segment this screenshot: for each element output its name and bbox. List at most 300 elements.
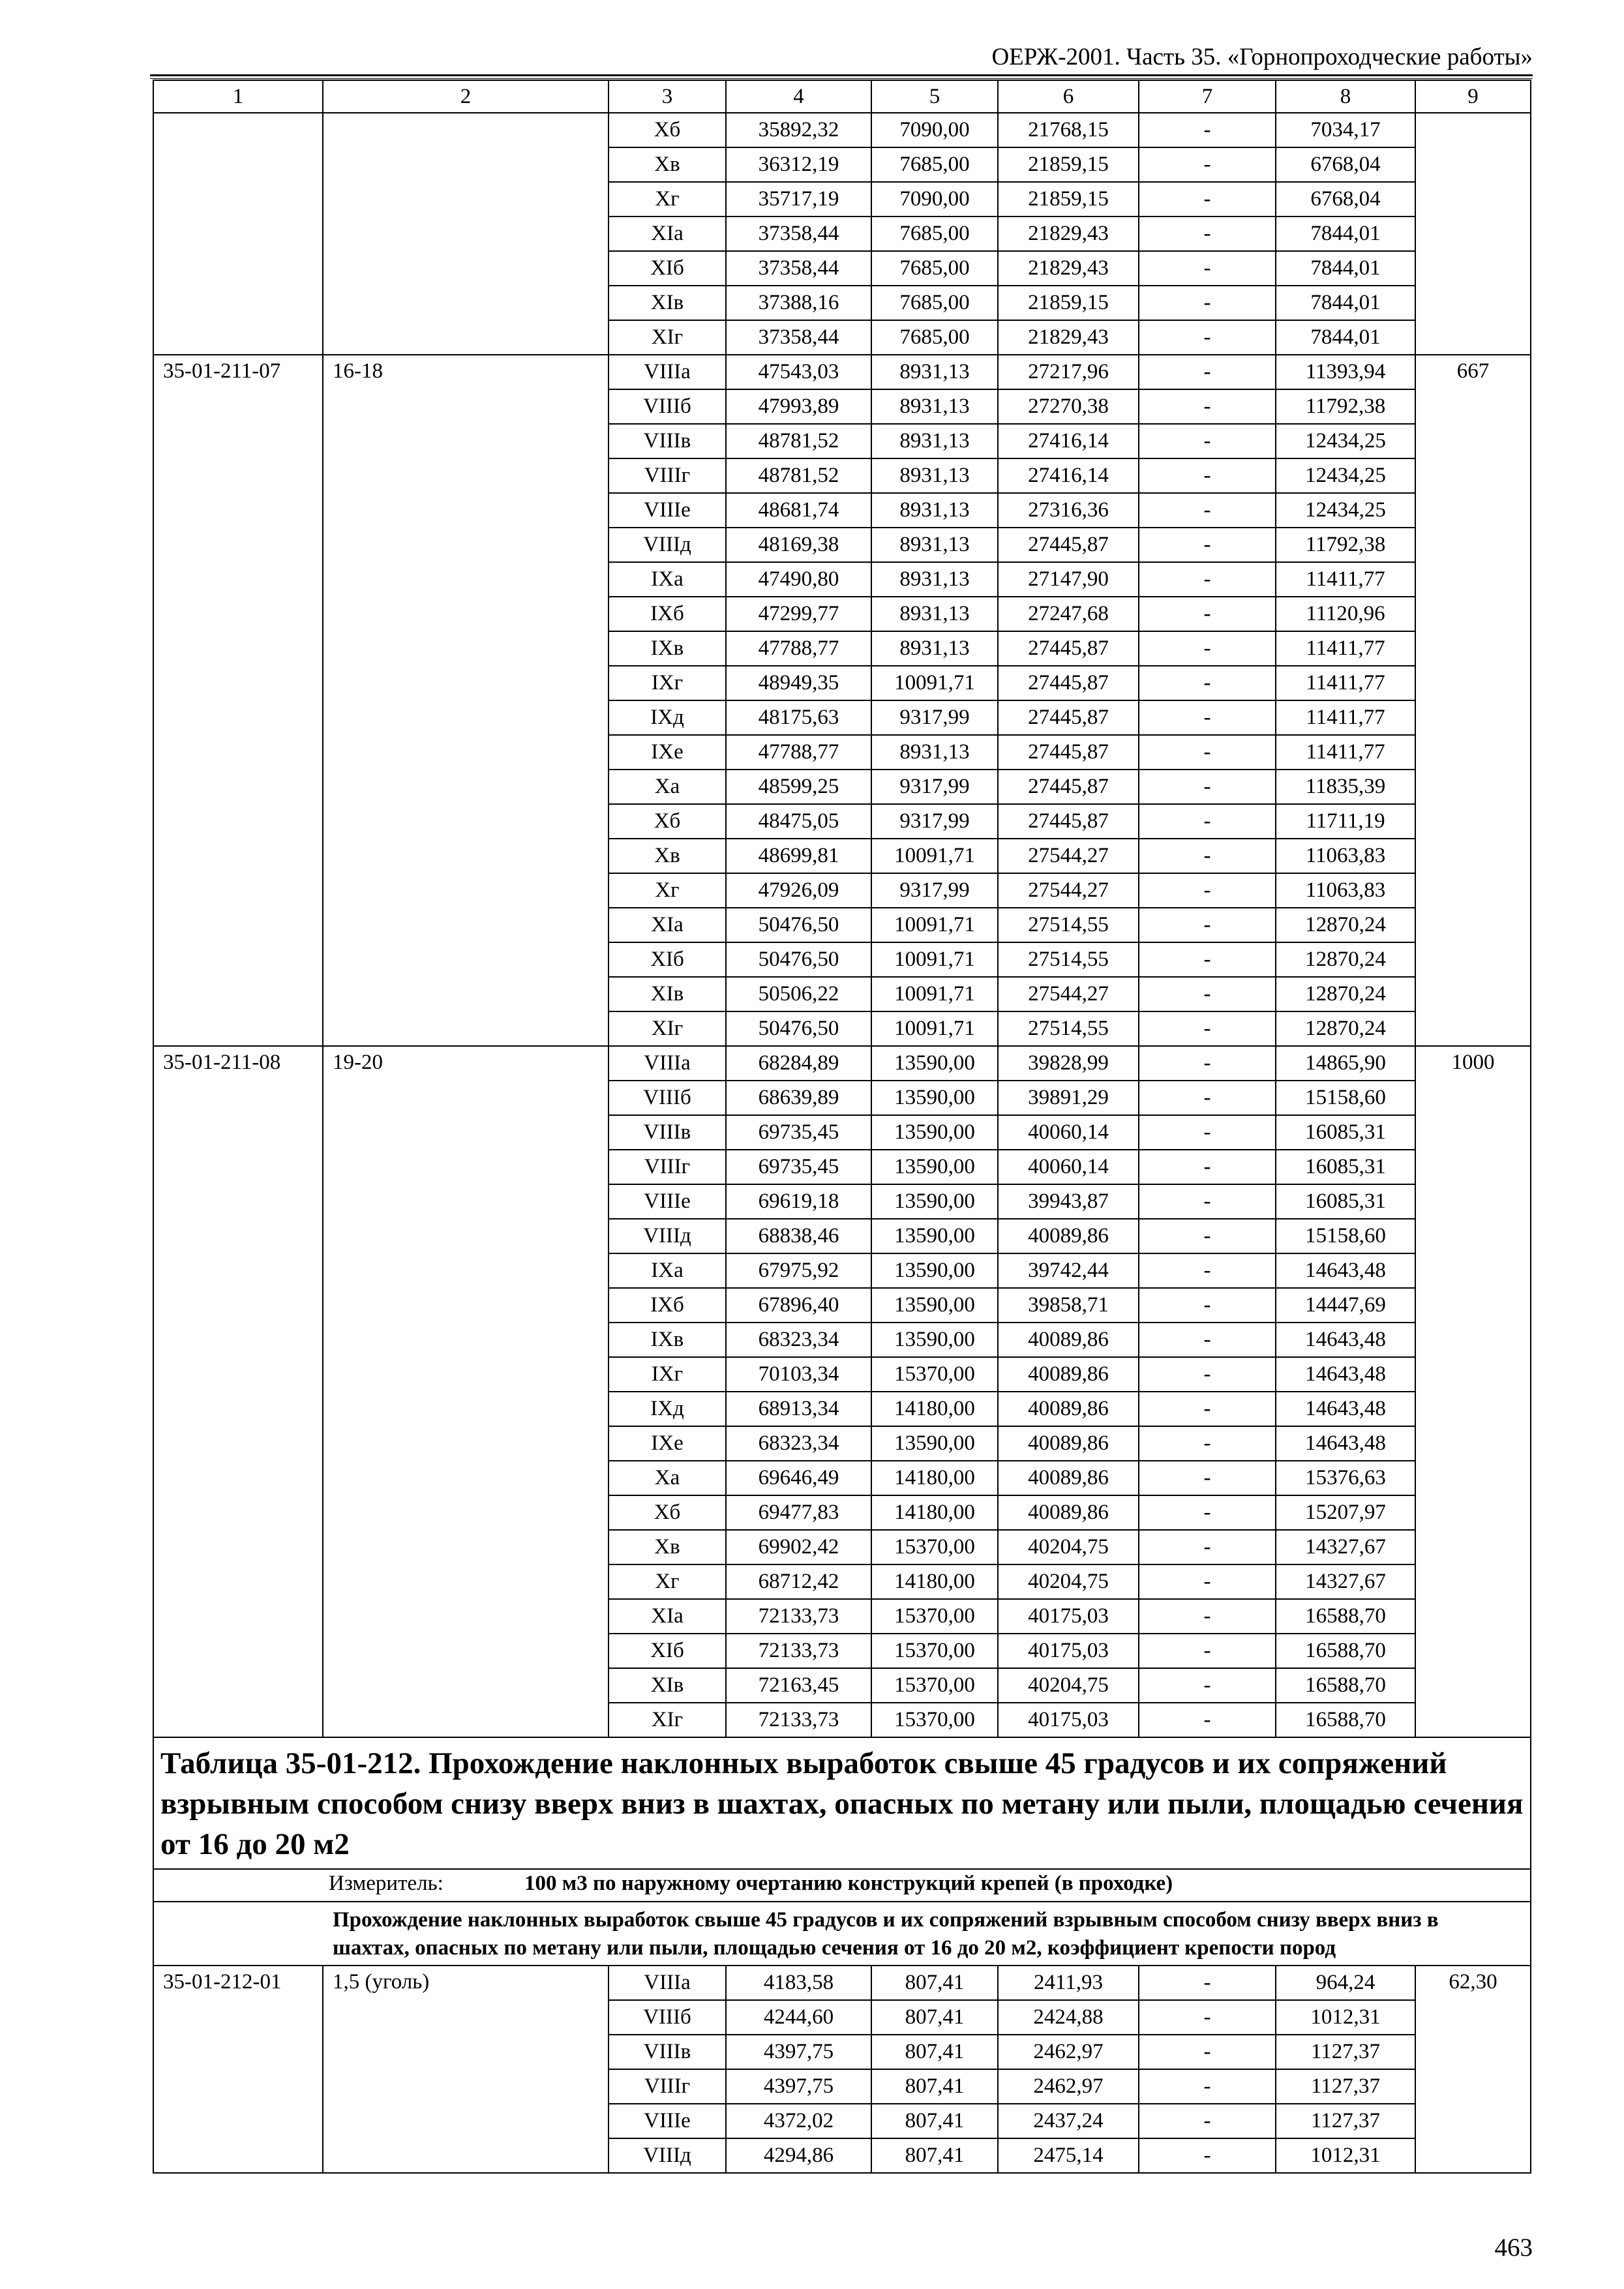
column-number-3: 3 (609, 80, 726, 113)
machines-cell: 40175,03 (998, 1703, 1139, 1737)
class-cell: Xг (609, 182, 726, 217)
machines-cell: 21859,15 (998, 147, 1139, 182)
driver-wages-cell: - (1139, 2104, 1276, 2138)
total-cost-cell: 68838,46 (726, 1219, 871, 1253)
total-cost-cell: 37358,44 (726, 217, 871, 251)
driver-wages-cell: - (1139, 217, 1276, 251)
driver-wages-cell: - (1139, 424, 1276, 458)
total-cost-cell: 68639,89 (726, 1081, 871, 1115)
driver-wages-cell: - (1139, 1323, 1276, 1357)
machines-cell: 40175,03 (998, 1599, 1139, 1634)
driver-wages-cell: - (1139, 458, 1276, 493)
class-cell: VIIIе (609, 493, 726, 528)
class-cell: IXа (609, 562, 726, 597)
table-row (153, 1046, 1531, 1081)
materials-cell: 14643,48 (1276, 1392, 1415, 1426)
table-row (153, 355, 1531, 389)
driver-wages-cell: - (1139, 1461, 1276, 1495)
machines-cell: 40204,75 (998, 1668, 1139, 1703)
wages-cell: 9317,99 (871, 804, 998, 839)
total-cost-cell: 72133,73 (726, 1703, 871, 1737)
machines-cell: 39828,99 (998, 1046, 1139, 1081)
driver-wages-cell: - (1139, 1703, 1276, 1737)
rate-range: 1,5 (уголь) (323, 1966, 609, 2173)
materials-cell: 1012,31 (1276, 2138, 1415, 2173)
materials-cell: 6768,04 (1276, 147, 1415, 182)
materials-cell: 1127,37 (1276, 2035, 1415, 2069)
driver-wages-cell: - (1139, 355, 1276, 389)
weight-cell (1415, 113, 1531, 355)
column-number-6: 6 (998, 80, 1139, 113)
machines-cell: 27445,87 (998, 666, 1139, 700)
driver-wages-cell: - (1139, 251, 1276, 286)
materials-cell: 15376,63 (1276, 1461, 1415, 1495)
materials-cell: 12434,25 (1276, 424, 1415, 458)
total-cost-cell: 70103,34 (726, 1357, 871, 1392)
total-cost-cell: 69646,49 (726, 1461, 871, 1495)
total-cost-cell: 48699,81 (726, 839, 871, 873)
class-cell: VIIIг (609, 2069, 726, 2104)
materials-cell: 11393,94 (1276, 355, 1415, 389)
machines-cell: 27544,27 (998, 977, 1139, 1011)
machines-cell: 40175,03 (998, 1634, 1139, 1668)
column-number-4: 4 (726, 80, 871, 113)
column-number-8: 8 (1276, 80, 1415, 113)
driver-wages-cell: - (1139, 735, 1276, 770)
class-cell: IXе (609, 1426, 726, 1461)
driver-wages-cell: - (1139, 597, 1276, 631)
wages-cell: 9317,99 (871, 700, 998, 735)
total-cost-cell: 69735,45 (726, 1115, 871, 1150)
materials-cell: 12870,24 (1276, 942, 1415, 977)
driver-wages-cell: - (1139, 700, 1276, 735)
machines-cell: 27147,90 (998, 562, 1139, 597)
machines-cell: 27445,87 (998, 735, 1139, 770)
wages-cell: 15370,00 (871, 1634, 998, 1668)
total-cost-cell: 35717,19 (726, 182, 871, 217)
materials-cell: 1127,37 (1276, 2104, 1415, 2138)
driver-wages-cell: - (1139, 631, 1276, 666)
driver-wages-cell: - (1139, 1011, 1276, 1046)
materials-cell: 11411,77 (1276, 562, 1415, 597)
class-cell: VIIIд (609, 2138, 726, 2173)
wages-cell: 15370,00 (871, 1703, 998, 1737)
wages-cell: 10091,71 (871, 977, 998, 1011)
class-cell: VIIIе (609, 2104, 726, 2138)
class-cell: XIа (609, 1599, 726, 1634)
materials-cell: 14643,48 (1276, 1357, 1415, 1392)
machines-cell: 21829,43 (998, 251, 1139, 286)
column-number-9: 9 (1415, 80, 1531, 113)
machines-cell: 2462,97 (998, 2069, 1139, 2104)
weight-cell: 62,30 (1415, 1966, 1531, 2173)
materials-cell: 11411,77 (1276, 700, 1415, 735)
driver-wages-cell: - (1139, 770, 1276, 804)
total-cost-cell: 47299,77 (726, 597, 871, 631)
class-cell: VIIIв (609, 2035, 726, 2069)
wages-cell: 8931,13 (871, 735, 998, 770)
wages-cell: 7685,00 (871, 251, 998, 286)
class-cell: XIв (609, 977, 726, 1011)
driver-wages-cell: - (1139, 1288, 1276, 1323)
table-212-title: Таблица 35-01-212. Прохождение наклонных выработок свыше 45 градусов и их сопряжений взрывным способом снизу вверх вниз в шахтах, опасных по метану или пыли, площадью сечения от 16 до 20 м2 (153, 1737, 1531, 1869)
materials-cell: 11792,38 (1276, 528, 1415, 562)
materials-cell: 14327,67 (1276, 1530, 1415, 1564)
total-cost-cell: 47788,77 (726, 735, 871, 770)
rate-range (323, 113, 609, 355)
class-cell: IXб (609, 597, 726, 631)
total-cost-cell: 48169,38 (726, 528, 871, 562)
total-cost-cell: 50476,50 (726, 1011, 871, 1046)
wages-cell: 15370,00 (871, 1599, 998, 1634)
machines-cell: 40089,86 (998, 1426, 1139, 1461)
materials-cell: 16085,31 (1276, 1184, 1415, 1219)
total-cost-cell: 47993,89 (726, 389, 871, 424)
machines-cell: 39891,29 (998, 1081, 1139, 1115)
wages-cell: 14180,00 (871, 1564, 998, 1599)
class-cell: IXд (609, 1392, 726, 1426)
machines-cell: 40089,86 (998, 1357, 1139, 1392)
machines-cell: 21859,15 (998, 286, 1139, 320)
page-number: 463 (1494, 2234, 1533, 2262)
materials-cell: 14643,48 (1276, 1426, 1415, 1461)
machines-cell: 40089,86 (998, 1392, 1139, 1426)
table-row (153, 1966, 1531, 2000)
materials-cell: 11120,96 (1276, 597, 1415, 631)
materials-cell: 7844,01 (1276, 251, 1415, 286)
class-cell: XIв (609, 1668, 726, 1703)
class-cell: VIIIв (609, 424, 726, 458)
driver-wages-cell: - (1139, 1219, 1276, 1253)
machines-cell: 27445,87 (998, 700, 1139, 735)
materials-cell: 15158,60 (1276, 1219, 1415, 1253)
total-cost-cell: 47490,80 (726, 562, 871, 597)
total-cost-cell: 36312,19 (726, 147, 871, 182)
wages-cell: 10091,71 (871, 839, 998, 873)
driver-wages-cell: - (1139, 1564, 1276, 1599)
wages-cell: 14180,00 (871, 1495, 998, 1530)
class-cell: VIIIд (609, 1219, 726, 1253)
class-cell: XIг (609, 320, 726, 355)
column-numbers-row (153, 80, 1531, 113)
column-number-1: 1 (153, 80, 323, 113)
wages-cell: 9317,99 (871, 770, 998, 804)
total-cost-cell: 68323,34 (726, 1426, 871, 1461)
wages-cell: 8931,13 (871, 355, 998, 389)
materials-cell: 12870,24 (1276, 977, 1415, 1011)
wages-cell: 7090,00 (871, 113, 998, 147)
class-cell: VIIIг (609, 1150, 726, 1184)
wages-cell: 10091,71 (871, 942, 998, 977)
header-rule-thick (150, 74, 1533, 76)
driver-wages-cell: - (1139, 1253, 1276, 1288)
rates-table (153, 80, 1531, 2174)
class-cell: VIIIб (609, 1081, 726, 1115)
class-cell: VIIIб (609, 2000, 726, 2035)
driver-wages-cell: - (1139, 1184, 1276, 1219)
rate-code: 35-01-211-07 (153, 355, 323, 1046)
materials-cell: 14327,67 (1276, 1564, 1415, 1599)
rate-code: 35-01-212-01 (153, 1966, 323, 2173)
class-cell: VIIIб (609, 389, 726, 424)
total-cost-cell: 37388,16 (726, 286, 871, 320)
wages-cell: 13590,00 (871, 1046, 998, 1081)
wages-cell: 13590,00 (871, 1219, 998, 1253)
wages-cell: 807,41 (871, 2138, 998, 2173)
materials-cell: 1012,31 (1276, 2000, 1415, 2035)
total-cost-cell: 4244,60 (726, 2000, 871, 2035)
materials-cell: 11063,83 (1276, 873, 1415, 908)
class-cell: XIа (609, 217, 726, 251)
driver-wages-cell: - (1139, 873, 1276, 908)
class-cell: VIIIе (609, 1184, 726, 1219)
measure-value: 100 м3 по наружному очертанию конструкций крепей (в проходке) (524, 1872, 1173, 1895)
total-cost-cell: 69619,18 (726, 1184, 871, 1219)
driver-wages-cell: - (1139, 1046, 1276, 1081)
driver-wages-cell: - (1139, 1530, 1276, 1564)
total-cost-cell: 37358,44 (726, 320, 871, 355)
driver-wages-cell: - (1139, 1966, 1276, 2000)
work-description: Прохождение наклонных выработок свыше 45 градусов и их сопряжений взрывным способом снизу вверх вниз в шахтах, опасных по метану или пыли, площадью сечения от 16 до 20 м2, коэффициент крепости пород (153, 1902, 1531, 1966)
class-cell: VIIIг (609, 458, 726, 493)
measure-line (154, 1870, 1530, 1897)
class-cell: VIIIв (609, 1115, 726, 1150)
machines-cell: 27514,55 (998, 942, 1139, 977)
class-cell: IXд (609, 700, 726, 735)
class-cell: Xв (609, 147, 726, 182)
machines-cell: 40060,14 (998, 1115, 1139, 1150)
total-cost-cell: 72133,73 (726, 1634, 871, 1668)
wages-cell: 7090,00 (871, 182, 998, 217)
machines-cell: 2462,97 (998, 2035, 1139, 2069)
machines-cell: 40204,75 (998, 1530, 1139, 1564)
total-cost-cell: 4397,75 (726, 2035, 871, 2069)
wages-cell: 7685,00 (871, 320, 998, 355)
wages-cell: 13590,00 (871, 1150, 998, 1184)
measure-row (153, 1869, 1531, 1902)
materials-cell: 11411,77 (1276, 631, 1415, 666)
machines-cell: 21768,15 (998, 113, 1139, 147)
total-cost-cell: 68913,34 (726, 1392, 871, 1426)
total-cost-cell: 48681,74 (726, 493, 871, 528)
total-cost-cell: 47543,03 (726, 355, 871, 389)
wages-cell: 13590,00 (871, 1323, 998, 1357)
materials-cell: 7844,01 (1276, 286, 1415, 320)
driver-wages-cell: - (1139, 320, 1276, 355)
materials-cell: 11411,77 (1276, 666, 1415, 700)
driver-wages-cell: - (1139, 1357, 1276, 1392)
machines-cell: 21859,15 (998, 182, 1139, 217)
class-cell: Xа (609, 1461, 726, 1495)
driver-wages-cell: - (1139, 2138, 1276, 2173)
total-cost-cell: 69735,45 (726, 1150, 871, 1184)
driver-wages-cell: - (1139, 1634, 1276, 1668)
rate-code: 35-01-211-08 (153, 1046, 323, 1737)
machines-cell: 21829,43 (998, 320, 1139, 355)
machines-cell: 27445,87 (998, 528, 1139, 562)
driver-wages-cell: - (1139, 389, 1276, 424)
materials-cell: 11792,38 (1276, 389, 1415, 424)
total-cost-cell: 37358,44 (726, 251, 871, 286)
materials-cell: 16588,70 (1276, 1703, 1415, 1737)
wages-cell: 8931,13 (871, 458, 998, 493)
machines-cell: 27270,38 (998, 389, 1139, 424)
machines-cell: 27514,55 (998, 1011, 1139, 1046)
wages-cell: 13590,00 (871, 1426, 998, 1461)
wages-cell: 9317,99 (871, 873, 998, 908)
class-cell: Xб (609, 804, 726, 839)
machines-cell: 27514,55 (998, 908, 1139, 942)
wages-cell: 8931,13 (871, 631, 998, 666)
wages-cell: 807,41 (871, 2035, 998, 2069)
machines-cell: 2475,14 (998, 2138, 1139, 2173)
wages-cell: 8931,13 (871, 597, 998, 631)
driver-wages-cell: - (1139, 2000, 1276, 2035)
total-cost-cell: 48599,25 (726, 770, 871, 804)
total-cost-cell: 69477,83 (726, 1495, 871, 1530)
machines-cell: 40060,14 (998, 1150, 1139, 1184)
wages-cell: 13590,00 (871, 1288, 998, 1323)
wages-cell: 7685,00 (871, 217, 998, 251)
class-cell: VIIIа (609, 1966, 726, 2000)
driver-wages-cell: - (1139, 2035, 1276, 2069)
total-cost-cell: 68712,42 (726, 1564, 871, 1599)
machines-cell: 2411,93 (998, 1966, 1139, 2000)
materials-cell: 12870,24 (1276, 908, 1415, 942)
total-cost-cell: 47788,77 (726, 631, 871, 666)
class-cell: XIв (609, 286, 726, 320)
materials-cell: 16588,70 (1276, 1668, 1415, 1703)
driver-wages-cell: - (1139, 147, 1276, 182)
wages-cell: 15370,00 (871, 1530, 998, 1564)
materials-cell: 7844,01 (1276, 217, 1415, 251)
total-cost-cell: 48781,52 (726, 458, 871, 493)
machines-cell: 27247,68 (998, 597, 1139, 631)
total-cost-cell: 4372,02 (726, 2104, 871, 2138)
wages-cell: 14180,00 (871, 1392, 998, 1426)
class-cell: IXв (609, 631, 726, 666)
column-number-7: 7 (1139, 80, 1276, 113)
materials-cell: 6768,04 (1276, 182, 1415, 217)
class-cell: XIб (609, 942, 726, 977)
wages-cell: 807,41 (871, 2104, 998, 2138)
machines-cell: 27416,14 (998, 424, 1139, 458)
total-cost-cell: 48475,05 (726, 804, 871, 839)
wages-cell: 8931,13 (871, 528, 998, 562)
driver-wages-cell: - (1139, 1392, 1276, 1426)
wages-cell: 8931,13 (871, 493, 998, 528)
driver-wages-cell: - (1139, 286, 1276, 320)
total-cost-cell: 48949,35 (726, 666, 871, 700)
header-rule-thin (150, 78, 1533, 79)
total-cost-cell: 69902,42 (726, 1530, 871, 1564)
materials-cell: 7034,17 (1276, 113, 1415, 147)
wages-cell: 807,41 (871, 2000, 998, 2035)
wages-cell: 8931,13 (871, 424, 998, 458)
materials-cell: 12434,25 (1276, 458, 1415, 493)
materials-cell: 12870,24 (1276, 1011, 1415, 1046)
machines-cell: 27445,87 (998, 804, 1139, 839)
wages-cell: 14180,00 (871, 1461, 998, 1495)
wages-cell: 10091,71 (871, 908, 998, 942)
class-cell: Xг (609, 873, 726, 908)
machines-cell: 40089,86 (998, 1323, 1139, 1357)
total-cost-cell: 67975,92 (726, 1253, 871, 1288)
class-cell: IXг (609, 1357, 726, 1392)
driver-wages-cell: - (1139, 113, 1276, 147)
wages-cell: 15370,00 (871, 1357, 998, 1392)
total-cost-cell: 4183,58 (726, 1966, 871, 2000)
machines-cell: 27316,36 (998, 493, 1139, 528)
materials-cell: 7844,01 (1276, 320, 1415, 355)
column-number-2: 2 (323, 80, 609, 113)
materials-cell: 15158,60 (1276, 1081, 1415, 1115)
wages-cell: 8931,13 (871, 562, 998, 597)
driver-wages-cell: - (1139, 977, 1276, 1011)
class-cell: Xв (609, 1530, 726, 1564)
driver-wages-cell: - (1139, 1599, 1276, 1634)
driver-wages-cell: - (1139, 804, 1276, 839)
wages-cell: 7685,00 (871, 286, 998, 320)
wages-cell: 8931,13 (871, 389, 998, 424)
wages-cell: 807,41 (871, 1966, 998, 2000)
wages-cell: 7685,00 (871, 147, 998, 182)
weight-cell: 667 (1415, 355, 1531, 1046)
driver-wages-cell: - (1139, 1150, 1276, 1184)
class-cell: XIб (609, 1634, 726, 1668)
class-cell: IXб (609, 1288, 726, 1323)
column-number-5: 5 (871, 80, 998, 113)
class-cell: Xг (609, 1564, 726, 1599)
machines-cell: 40089,86 (998, 1461, 1139, 1495)
class-cell: XIг (609, 1703, 726, 1737)
materials-cell: 14865,90 (1276, 1046, 1415, 1081)
machines-cell: 21829,43 (998, 217, 1139, 251)
wages-cell: 807,41 (871, 2069, 998, 2104)
driver-wages-cell: - (1139, 908, 1276, 942)
wages-cell: 15370,00 (871, 1668, 998, 1703)
class-cell: XIа (609, 908, 726, 942)
machines-cell: 40204,75 (998, 1564, 1139, 1599)
rate-range: 19-20 (323, 1046, 609, 1737)
total-cost-cell: 4397,75 (726, 2069, 871, 2104)
materials-cell: 1127,37 (1276, 2069, 1415, 2104)
total-cost-cell: 67896,40 (726, 1288, 871, 1323)
materials-cell: 16085,31 (1276, 1115, 1415, 1150)
wages-cell: 13590,00 (871, 1115, 998, 1150)
table-row (153, 113, 1531, 147)
materials-cell: 16588,70 (1276, 1599, 1415, 1634)
driver-wages-cell: - (1139, 666, 1276, 700)
machines-cell: 27217,96 (998, 355, 1139, 389)
machines-cell: 40089,86 (998, 1219, 1139, 1253)
table-title-row (153, 1737, 1531, 1869)
class-cell: XIб (609, 251, 726, 286)
machines-cell: 27544,27 (998, 839, 1139, 873)
class-cell: IXв (609, 1323, 726, 1357)
description-row (153, 1902, 1531, 1966)
running-header: ОЕРЖ-2001. Часть 35. «Горнопроходческие работы» (991, 44, 1533, 70)
driver-wages-cell: - (1139, 1668, 1276, 1703)
class-cell: IXе (609, 735, 726, 770)
class-cell: IXг (609, 666, 726, 700)
total-cost-cell: 35892,32 (726, 113, 871, 147)
materials-cell: 16588,70 (1276, 1634, 1415, 1668)
wages-cell: 13590,00 (871, 1184, 998, 1219)
driver-wages-cell: - (1139, 562, 1276, 597)
class-cell: VIIIа (609, 355, 726, 389)
class-cell: XIг (609, 1011, 726, 1046)
